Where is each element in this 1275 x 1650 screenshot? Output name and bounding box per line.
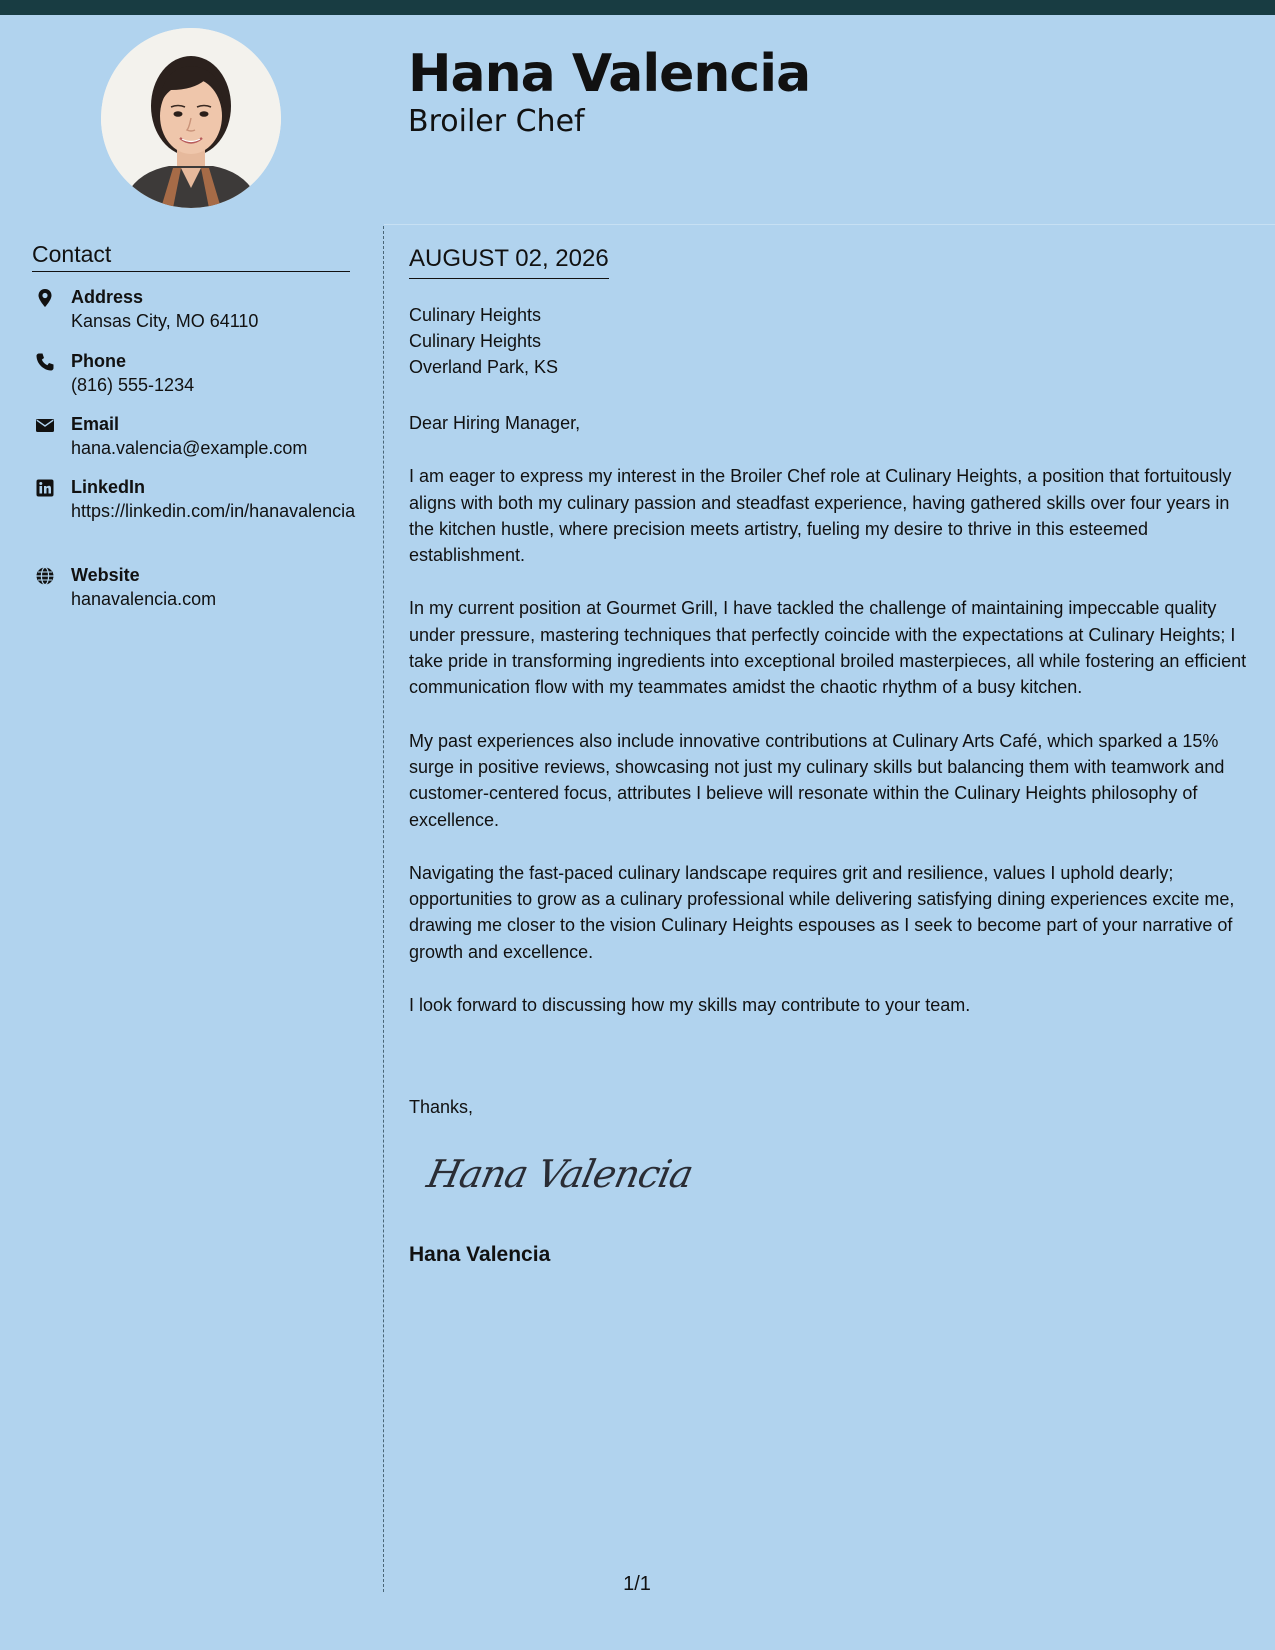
body-paragraph: My past experiences also include innovative contributions at Culinary Arts Café, which sparked a 15% surge in positive reviews, showcasing not just my culinary skills but balancing them with teamwork and customer-centered focus, attributes I believe will resonate within the Culinary Heights philosophy of excellence.: [409, 730, 1225, 830]
contact-value: Kansas City, MO 64110: [71, 311, 259, 331]
contact-value[interactable]: hana.valencia@example.com: [71, 438, 308, 458]
profile-photo: [101, 28, 281, 208]
body-paragraph: I am eager to express my interest in the Broiler Chef role at Culinary Heights, a position that fortuitously aligns with both my culinary passion and steadfast experience, having gathered skills over four years in the kitchen hustle, where precision meets artistry, fueling my desire to thrive in this esteemed establishment.: [409, 466, 1232, 566]
signer-name: Hana Valencia: [409, 1243, 551, 1266]
linkedin-icon: [35, 478, 55, 498]
phone-icon: [35, 352, 55, 372]
body-paragraph: Navigating the fast-paced culinary landscape requires grit and resilience, values I uphold dearly; opportunities to grow as a culinary professional while delivering satisfying dining experiences excite me, drawing me closer to the vision Culinary Heights espouses as I seek to become part of your narrative of growth and excellence.: [409, 862, 1235, 962]
contact-heading: Contact: [32, 238, 350, 272]
contact-label: Website: [71, 565, 140, 585]
contact-label: Phone: [71, 351, 127, 371]
recipient-address: [409, 302, 558, 380]
envelope-icon: [35, 415, 55, 435]
job-title: Broiler Chef: [408, 104, 585, 139]
body-paragraph: I look forward to discussing how my skills may contribute to your team.: [409, 995, 971, 1016]
applicant-name: Hana Valencia: [408, 44, 811, 104]
contact-label: Email: [71, 414, 120, 434]
recipient-line: Culinary Heights: [409, 331, 542, 351]
signature: Hana Valencia: [423, 1152, 697, 1196]
column-divider: [383, 226, 384, 1592]
contact-value: (816) 555-1234: [71, 375, 195, 395]
salutation: Dear Hiring Manager,: [409, 413, 581, 433]
recipient-line: Overland Park, KS: [409, 357, 559, 377]
page-number: 1/1: [623, 1573, 651, 1595]
top-accent-bar: [0, 0, 1275, 15]
recipient-line: Culinary Heights: [409, 305, 542, 325]
contact-label: LinkedIn: [71, 477, 146, 497]
contact-value[interactable]: hanavalencia.com: [71, 589, 217, 609]
contact-value[interactable]: https://linkedin.com/in/hanavalencia: [71, 501, 356, 521]
contact-label: Address: [71, 287, 144, 307]
body-paragraph: In my current position at Gourmet Grill, I have tackled the challenge of maintaining impeccable quality under pressure, mastering techniques that perfectly coincide with the expectations at Culinary Heights; I take pride in transforming ingredients into exceptional broiled masterpieces, all while fostering an efficient communication flow with my teammates amidst the chaotic rhythm of a busy kitchen.: [409, 598, 1247, 698]
letter-date: AUGUST 02, 2026: [409, 242, 609, 279]
letter-body: [409, 410, 1249, 1045]
closing: Thanks,: [409, 1097, 474, 1117]
header-divider: [384, 224, 1275, 225]
globe-icon: [35, 566, 55, 586]
map-pin-icon: [35, 288, 55, 308]
